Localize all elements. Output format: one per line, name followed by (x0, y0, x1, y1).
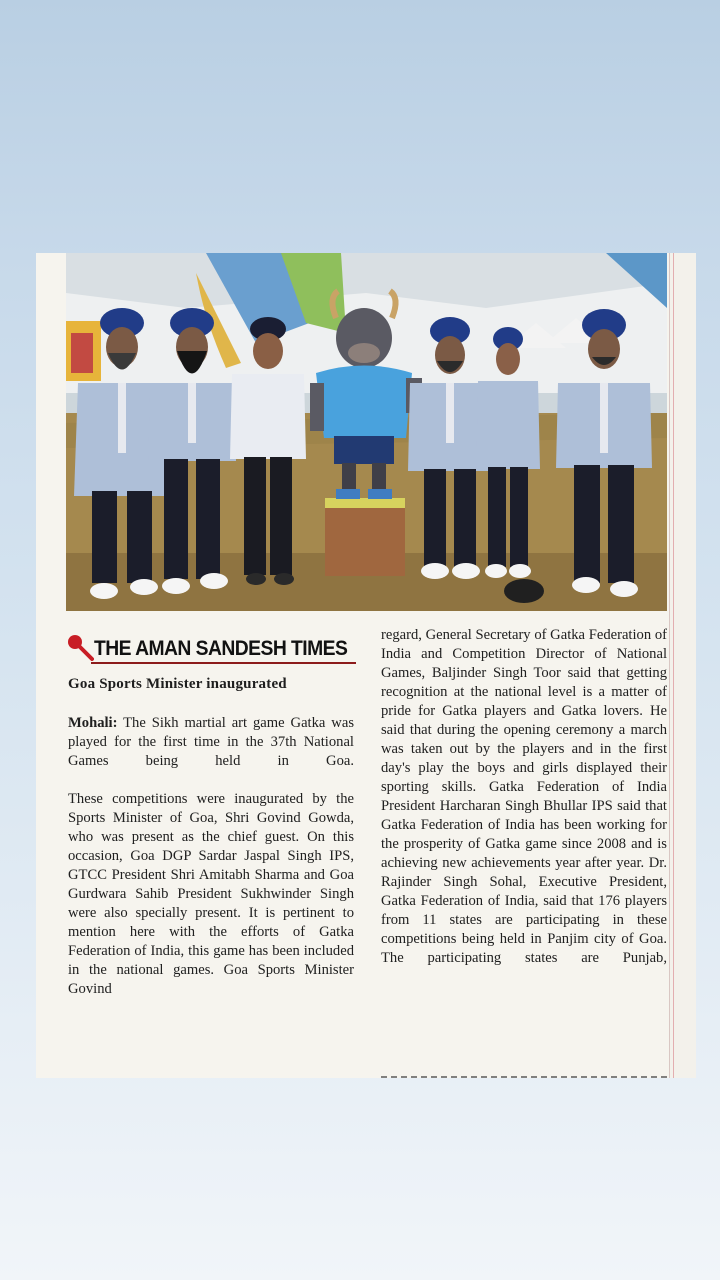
newspaper-masthead (66, 633, 356, 665)
masthead-underline (91, 662, 356, 664)
article-paragraph-1 (68, 714, 354, 771)
dateline: Mohali: (68, 715, 118, 731)
paragraph-1-text: The Sikh martial art game Gatka was played for the first time in the 37th National Games being held in Goa. (68, 715, 354, 769)
photo-illustration (66, 253, 667, 611)
article-column-2 (381, 626, 667, 968)
article-paragraph-3: regard, General Secretary of Gatka Federation of India and Competition Director of National Games, Baljinder Singh Toor said that getting recognition at the national level is a matter of pride for Gatka players and Gatka lovers. He said that during the opening ceremony a march was taken out by the players and in the first day's play the boys and girls displayed their sporting skills. Gatka Federation of India President Harcharan Singh Bhullar IPS said that Gatka Federation of India has been working for the prosperity of Gatka game since 2008 and is achieving new achievements year after year. Dr. Rajinder Singh Sohal, Executive President, Gatka Federation of India, said that 176 players from 11 states are participating in these competitions being held in Panjim city of Goa. The participating states are Punjab, (381, 627, 667, 966)
adjacent-column-edge (669, 253, 696, 1078)
cut-off-text-edge (381, 1076, 667, 1078)
article-headline: Goa Sports Minister inaugurated (68, 676, 287, 692)
column-rule (673, 253, 674, 1078)
masthead-title: THE AMAN SANDESH TIMES (94, 637, 348, 660)
article-paragraph-2: These competitions were inaugurated by the Sports Minister of Goa, Shri Govind Gowda, who was present as the chief guest. On this occasion, Goa DGP Sardar Jaspal Singh IPS, GTCC President Shri Amitabh Sharma and Goa Gurdwara Sahib President Sukhwinder Singh were also specially present. It is pertinent to mention here with the efforts of Gatka Federation of India, this game has been included in the national games. Goa Sports Minister Govind (68, 791, 354, 997)
article-column-1 (68, 714, 354, 999)
newspaper-clipping (36, 253, 696, 1078)
news-photo (66, 253, 667, 611)
pin-icon (66, 633, 94, 661)
